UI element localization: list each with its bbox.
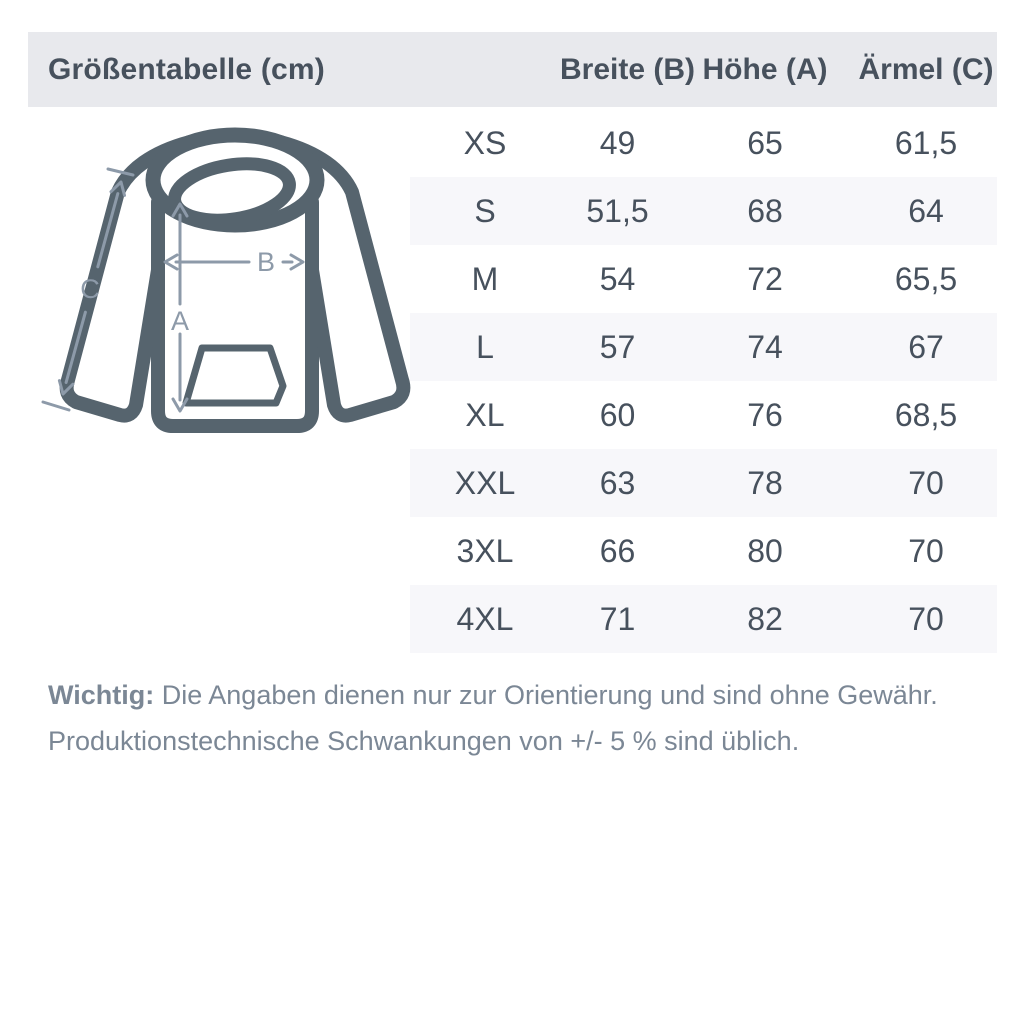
breite-cell: 54	[599, 260, 636, 297]
hoehe-cell: 74	[747, 328, 783, 365]
table-row-xxl	[410, 449, 997, 517]
hoehe-cell: 68	[747, 192, 783, 229]
breite-cell: 66	[599, 532, 636, 569]
hoehe-cell: 65	[747, 124, 783, 161]
aermel-cell: 61,5	[894, 124, 958, 161]
label-c: C	[80, 274, 100, 304]
breite-cell: 57	[599, 328, 636, 365]
disclaimer-lead: Wichtig:	[48, 680, 155, 710]
table-row-m	[410, 245, 997, 313]
disclaimer-note	[48, 672, 978, 764]
hoehe-cell: 82	[747, 600, 783, 637]
breite-cell: 51,5	[586, 192, 649, 229]
table-row-3xl	[410, 517, 997, 585]
hoehe-cell: 72	[747, 260, 783, 297]
column-header-breite: Breite (B)	[560, 52, 696, 86]
size-cell: XL	[465, 396, 505, 433]
table-row-xl	[410, 381, 997, 449]
aermel-cell: 68,5	[894, 396, 958, 433]
size-cell: L	[476, 328, 494, 365]
hoodie-pocket	[186, 348, 283, 403]
aermel-cell: 67	[908, 328, 944, 365]
breite-cell: 60	[599, 396, 636, 433]
page-title: Größentabelle (cm)	[48, 52, 325, 86]
aermel-cell: 70	[908, 532, 944, 569]
size-cell: XS	[463, 124, 507, 161]
disclaimer-line-1	[48, 672, 978, 718]
aermel-cell: 64	[908, 192, 944, 229]
aermel-cell: 65,5	[894, 260, 958, 297]
hoehe-cell: 80	[747, 532, 783, 569]
size-table	[410, 109, 997, 653]
table-header-band	[28, 32, 997, 107]
size-cell: S	[474, 192, 496, 229]
table-row-l	[410, 313, 997, 381]
label-a: A	[170, 306, 190, 336]
column-header-hoehe: Höhe (A)	[702, 52, 828, 86]
hoehe-cell: 78	[747, 464, 783, 501]
hoehe-cell: 76	[747, 396, 783, 433]
hoodie-measurement-diagram	[30, 118, 412, 462]
aermel-cell: 70	[908, 464, 944, 501]
size-cell: M	[471, 260, 499, 297]
size-cell: XXL	[454, 464, 516, 501]
breite-cell: 49	[599, 124, 636, 161]
aermel-cell: 70	[908, 600, 944, 637]
table-row-4xl	[410, 585, 997, 653]
disclaimer-text-1: Die Angaben dienen nur zur Orientierung und sind ohne Gewähr.	[161, 680, 938, 710]
size-cell: 4XL	[456, 600, 514, 637]
table-row-s	[410, 177, 997, 245]
breite-cell: 71	[599, 600, 636, 637]
column-header-aermel: Ärmel (C)	[858, 52, 994, 86]
label-b: B	[256, 247, 276, 277]
hoodie-outline-icon	[30, 118, 412, 462]
size-cell: 3XL	[456, 532, 514, 569]
column-headers	[410, 32, 997, 107]
table-row-xs	[410, 109, 997, 177]
breite-cell: 63	[599, 464, 636, 501]
disclaimer-line-2: Produktionstechnische Schwankungen von +/- 5 % sind üblich.	[48, 726, 800, 756]
